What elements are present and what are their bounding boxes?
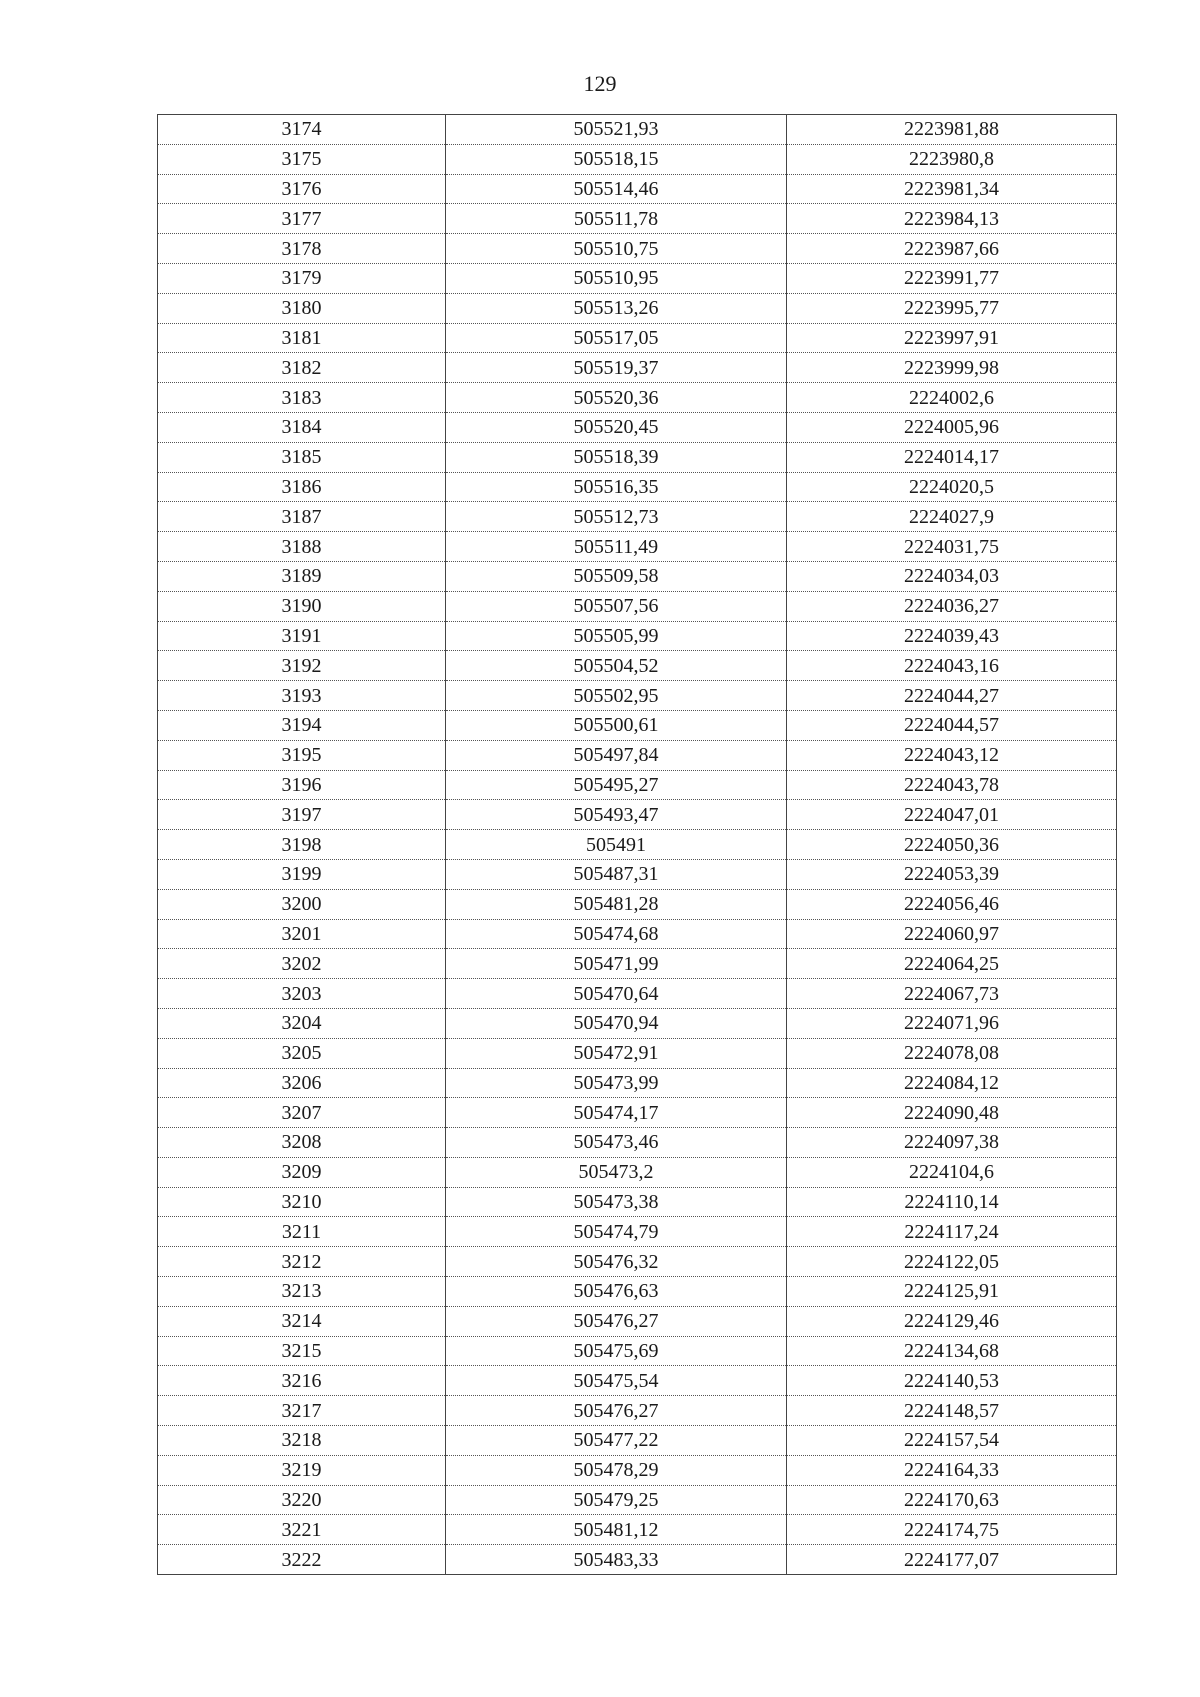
table-row	[158, 412, 1117, 442]
y-coordinate-cell: 2224090,48	[787, 1098, 1117, 1128]
x-coordinate-cell: 505509,58	[446, 561, 787, 591]
point-number-cell: 3194	[158, 710, 446, 740]
point-number-cell: 3174	[158, 115, 446, 145]
table-row	[158, 1247, 1117, 1277]
x-coordinate-cell: 505521,93	[446, 115, 787, 145]
y-coordinate-cell: 2224039,43	[787, 621, 1117, 651]
x-coordinate-cell: 505473,46	[446, 1128, 787, 1158]
point-number-cell: 3207	[158, 1098, 446, 1128]
point-number-cell: 3195	[158, 740, 446, 770]
table-row	[158, 561, 1117, 591]
point-number-cell: 3206	[158, 1068, 446, 1098]
y-coordinate-cell: 2224064,25	[787, 949, 1117, 979]
point-number-cell: 3182	[158, 353, 446, 383]
x-coordinate-cell: 505518,15	[446, 144, 787, 174]
point-number-cell: 3203	[158, 979, 446, 1009]
point-number-cell: 3204	[158, 1008, 446, 1038]
x-coordinate-cell: 505500,61	[446, 710, 787, 740]
x-coordinate-cell: 505476,32	[446, 1247, 787, 1277]
table-row	[158, 1098, 1117, 1128]
y-coordinate-cell: 2223997,91	[787, 323, 1117, 353]
point-number-cell: 3212	[158, 1247, 446, 1277]
table-row	[158, 323, 1117, 353]
point-number-cell: 3220	[158, 1485, 446, 1515]
table-row	[158, 949, 1117, 979]
table-row	[158, 1396, 1117, 1426]
x-coordinate-cell: 505520,36	[446, 383, 787, 413]
y-coordinate-cell: 2224129,46	[787, 1306, 1117, 1336]
table-row	[158, 651, 1117, 681]
table-row	[158, 1157, 1117, 1187]
table-row	[158, 1545, 1117, 1575]
y-coordinate-cell: 2224014,17	[787, 442, 1117, 472]
table-row	[158, 144, 1117, 174]
page-number: 129	[583, 71, 617, 96]
y-coordinate-cell: 2224056,46	[787, 889, 1117, 919]
y-coordinate-cell: 2223981,88	[787, 115, 1117, 145]
x-coordinate-cell: 505473,38	[446, 1187, 787, 1217]
point-number-cell: 3218	[158, 1426, 446, 1456]
table-row	[158, 1187, 1117, 1217]
point-number-cell: 3175	[158, 144, 446, 174]
table-row	[158, 1426, 1117, 1456]
x-coordinate-cell: 505472,91	[446, 1038, 787, 1068]
table-row	[158, 830, 1117, 860]
table-row	[158, 1306, 1117, 1336]
x-coordinate-cell: 505483,33	[446, 1545, 787, 1575]
point-number-cell: 3189	[158, 561, 446, 591]
point-number-cell: 3178	[158, 234, 446, 264]
coordinates-table	[157, 114, 1117, 1575]
table-row	[158, 621, 1117, 651]
y-coordinate-cell: 2224125,91	[787, 1277, 1117, 1307]
point-number-cell: 3181	[158, 323, 446, 353]
x-coordinate-cell: 505505,99	[446, 621, 787, 651]
x-coordinate-cell: 505476,27	[446, 1306, 787, 1336]
point-number-cell: 3197	[158, 800, 446, 830]
x-coordinate-cell: 505511,49	[446, 532, 787, 562]
x-coordinate-cell: 505512,73	[446, 502, 787, 532]
y-coordinate-cell: 2223984,13	[787, 204, 1117, 234]
y-coordinate-cell: 2224044,27	[787, 681, 1117, 711]
table-row	[158, 1485, 1117, 1515]
point-number-cell: 3219	[158, 1455, 446, 1485]
table-row	[158, 263, 1117, 293]
table-row	[158, 1068, 1117, 1098]
point-number-cell: 3180	[158, 293, 446, 323]
y-coordinate-cell: 2224043,12	[787, 740, 1117, 770]
x-coordinate-cell: 505519,37	[446, 353, 787, 383]
table-row	[158, 174, 1117, 204]
table-row	[158, 710, 1117, 740]
y-coordinate-cell: 2224148,57	[787, 1396, 1117, 1426]
y-coordinate-cell: 2223980,8	[787, 144, 1117, 174]
point-number-cell: 3201	[158, 919, 446, 949]
x-coordinate-cell: 505475,54	[446, 1366, 787, 1396]
y-coordinate-cell: 2224078,08	[787, 1038, 1117, 1068]
point-number-cell: 3209	[158, 1157, 446, 1187]
y-coordinate-cell: 2223999,98	[787, 353, 1117, 383]
x-coordinate-cell: 505479,25	[446, 1485, 787, 1515]
x-coordinate-cell: 505497,84	[446, 740, 787, 770]
x-coordinate-cell: 505518,39	[446, 442, 787, 472]
x-coordinate-cell: 505511,78	[446, 204, 787, 234]
x-coordinate-cell: 505474,79	[446, 1217, 787, 1247]
y-coordinate-cell: 2223987,66	[787, 234, 1117, 264]
table-row	[158, 383, 1117, 413]
y-coordinate-cell: 2224002,6	[787, 383, 1117, 413]
point-number-cell: 3184	[158, 412, 446, 442]
x-coordinate-cell: 505487,31	[446, 859, 787, 889]
y-coordinate-cell: 2223981,34	[787, 174, 1117, 204]
y-coordinate-cell: 2224134,68	[787, 1336, 1117, 1366]
x-coordinate-cell: 505517,05	[446, 323, 787, 353]
table-row	[158, 442, 1117, 472]
y-coordinate-cell: 2224044,57	[787, 710, 1117, 740]
table-row	[158, 1455, 1117, 1485]
x-coordinate-cell: 505470,94	[446, 1008, 787, 1038]
x-coordinate-cell: 505474,17	[446, 1098, 787, 1128]
point-number-cell: 3193	[158, 681, 446, 711]
y-coordinate-cell: 2224020,5	[787, 472, 1117, 502]
point-number-cell: 3208	[158, 1128, 446, 1158]
x-coordinate-cell: 505507,56	[446, 591, 787, 621]
point-number-cell: 3222	[158, 1545, 446, 1575]
y-coordinate-cell: 2224177,07	[787, 1545, 1117, 1575]
y-coordinate-cell: 2224050,36	[787, 830, 1117, 860]
point-number-cell: 3216	[158, 1366, 446, 1396]
y-coordinate-cell: 2224031,75	[787, 532, 1117, 562]
point-number-cell: 3217	[158, 1396, 446, 1426]
table-row	[158, 1008, 1117, 1038]
point-number-cell: 3211	[158, 1217, 446, 1247]
point-number-cell: 3200	[158, 889, 446, 919]
y-coordinate-cell: 2224053,39	[787, 859, 1117, 889]
x-coordinate-cell: 505520,45	[446, 412, 787, 442]
x-coordinate-cell: 505495,27	[446, 770, 787, 800]
table-row	[158, 1128, 1117, 1158]
point-number-cell: 3188	[158, 532, 446, 562]
x-coordinate-cell: 505473,99	[446, 1068, 787, 1098]
point-number-cell: 3210	[158, 1187, 446, 1217]
y-coordinate-cell: 2224097,38	[787, 1128, 1117, 1158]
coordinates-table-body	[158, 115, 1117, 1575]
x-coordinate-cell: 505510,75	[446, 234, 787, 264]
point-number-cell: 3186	[158, 472, 446, 502]
y-coordinate-cell: 2224117,24	[787, 1217, 1117, 1247]
table-row	[158, 1217, 1117, 1247]
point-number-cell: 3221	[158, 1515, 446, 1545]
table-row	[158, 740, 1117, 770]
x-coordinate-cell: 505481,28	[446, 889, 787, 919]
y-coordinate-cell: 2224060,97	[787, 919, 1117, 949]
point-number-cell: 3199	[158, 859, 446, 889]
x-coordinate-cell: 505476,27	[446, 1396, 787, 1426]
x-coordinate-cell: 505478,29	[446, 1455, 787, 1485]
y-coordinate-cell: 2224110,14	[787, 1187, 1117, 1217]
table-row	[158, 770, 1117, 800]
x-coordinate-cell: 505510,95	[446, 263, 787, 293]
point-number-cell: 3192	[158, 651, 446, 681]
x-coordinate-cell: 505473,2	[446, 1157, 787, 1187]
table-row	[158, 681, 1117, 711]
x-coordinate-cell: 505514,46	[446, 174, 787, 204]
table-row	[158, 293, 1117, 323]
point-number-cell: 3179	[158, 263, 446, 293]
table-row	[158, 1038, 1117, 1068]
point-number-cell: 3183	[158, 383, 446, 413]
point-number-cell: 3214	[158, 1306, 446, 1336]
table-row	[158, 591, 1117, 621]
y-coordinate-cell: 2224067,73	[787, 979, 1117, 1009]
y-coordinate-cell: 2224036,27	[787, 591, 1117, 621]
y-coordinate-cell: 2224104,6	[787, 1157, 1117, 1187]
y-coordinate-cell: 2224047,01	[787, 800, 1117, 830]
point-number-cell: 3176	[158, 174, 446, 204]
table-row	[158, 859, 1117, 889]
point-number-cell: 3198	[158, 830, 446, 860]
point-number-cell: 3213	[158, 1277, 446, 1307]
table-row	[158, 919, 1117, 949]
table-row	[158, 1277, 1117, 1307]
table-row	[158, 1336, 1117, 1366]
table-row	[158, 502, 1117, 532]
point-number-cell: 3190	[158, 591, 446, 621]
point-number-cell: 3191	[158, 621, 446, 651]
y-coordinate-cell: 2224005,96	[787, 412, 1117, 442]
x-coordinate-cell: 505481,12	[446, 1515, 787, 1545]
y-coordinate-cell: 2224122,05	[787, 1247, 1117, 1277]
point-number-cell: 3205	[158, 1038, 446, 1068]
y-coordinate-cell: 2224140,53	[787, 1366, 1117, 1396]
x-coordinate-cell: 505471,99	[446, 949, 787, 979]
x-coordinate-cell: 505504,52	[446, 651, 787, 681]
point-number-cell: 3177	[158, 204, 446, 234]
x-coordinate-cell: 505470,64	[446, 979, 787, 1009]
table-row	[158, 472, 1117, 502]
point-number-cell: 3187	[158, 502, 446, 532]
x-coordinate-cell: 505516,35	[446, 472, 787, 502]
point-number-cell: 3215	[158, 1336, 446, 1366]
y-coordinate-cell: 2224157,54	[787, 1426, 1117, 1456]
x-coordinate-cell: 505477,22	[446, 1426, 787, 1456]
x-coordinate-cell: 505491	[446, 830, 787, 860]
y-coordinate-cell: 2224043,16	[787, 651, 1117, 681]
point-number-cell: 3196	[158, 770, 446, 800]
y-coordinate-cell: 2223991,77	[787, 263, 1117, 293]
x-coordinate-cell: 505476,63	[446, 1277, 787, 1307]
y-coordinate-cell: 2224174,75	[787, 1515, 1117, 1545]
x-coordinate-cell: 505502,95	[446, 681, 787, 711]
table-row	[158, 889, 1117, 919]
y-coordinate-cell: 2224034,03	[787, 561, 1117, 591]
x-coordinate-cell: 505474,68	[446, 919, 787, 949]
y-coordinate-cell: 2224084,12	[787, 1068, 1117, 1098]
table-row	[158, 532, 1117, 562]
y-coordinate-cell: 2224071,96	[787, 1008, 1117, 1038]
table-row	[158, 115, 1117, 145]
table-row	[158, 1366, 1117, 1396]
x-coordinate-cell: 505513,26	[446, 293, 787, 323]
table-row	[158, 204, 1117, 234]
x-coordinate-cell: 505493,47	[446, 800, 787, 830]
point-number-cell: 3185	[158, 442, 446, 472]
table-row	[158, 353, 1117, 383]
y-coordinate-cell: 2224170,63	[787, 1485, 1117, 1515]
table-row	[158, 1515, 1117, 1545]
y-coordinate-cell: 2224027,9	[787, 502, 1117, 532]
y-coordinate-cell: 2224164,33	[787, 1455, 1117, 1485]
table-row	[158, 234, 1117, 264]
table-row	[158, 979, 1117, 1009]
y-coordinate-cell: 2224043,78	[787, 770, 1117, 800]
point-number-cell: 3202	[158, 949, 446, 979]
x-coordinate-cell: 505475,69	[446, 1336, 787, 1366]
y-coordinate-cell: 2223995,77	[787, 293, 1117, 323]
table-row	[158, 800, 1117, 830]
